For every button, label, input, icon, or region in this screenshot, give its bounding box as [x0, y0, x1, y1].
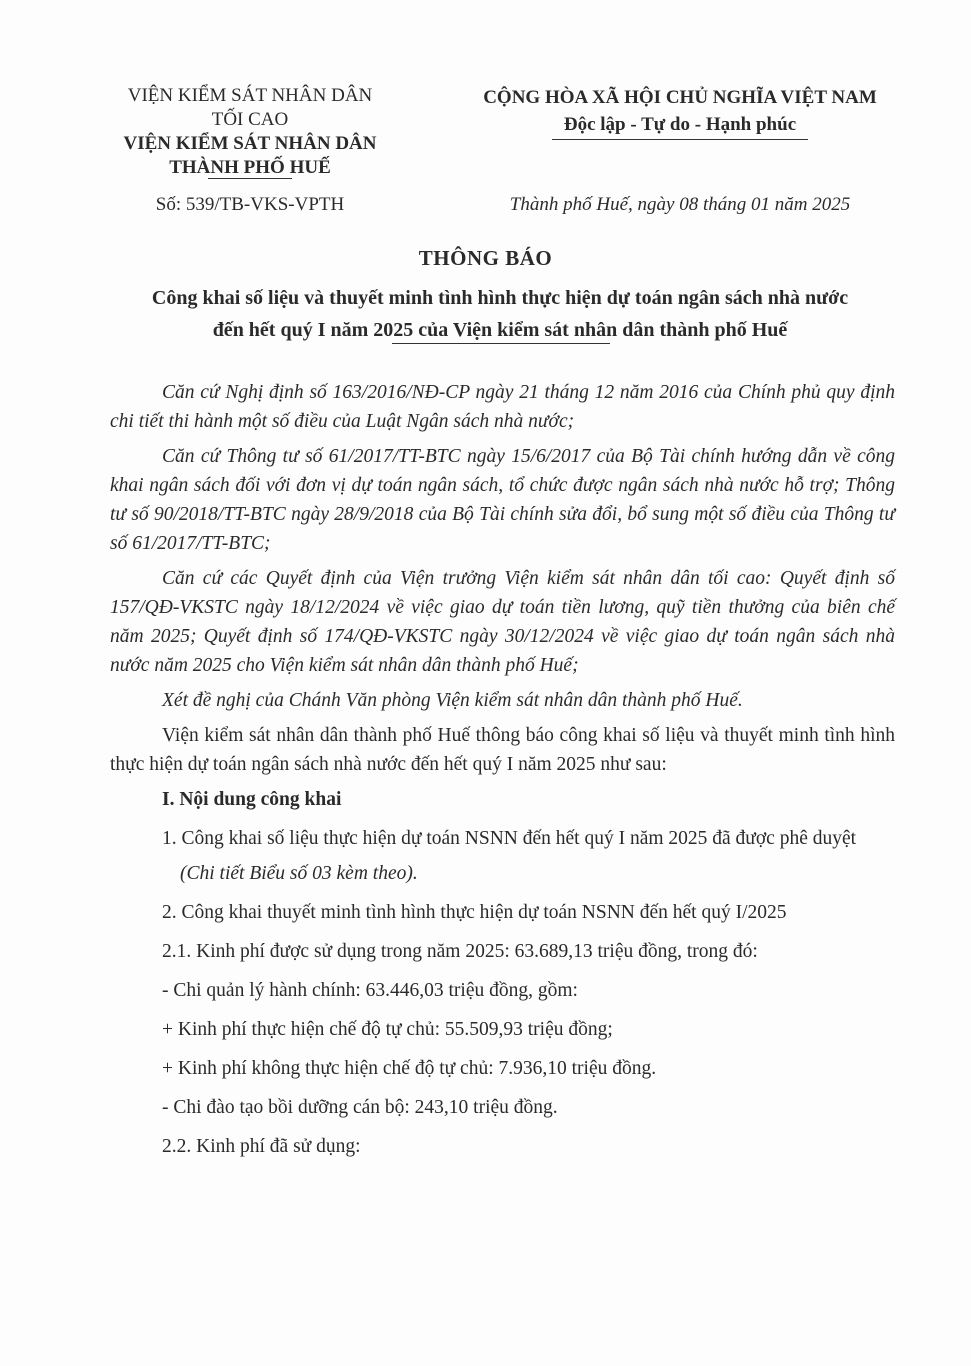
legal-basis-decisions: Căn cứ các Quyết định của Viện trưởng Viện kiểm sát nhân dân tối cao: Quyết định số 157/QĐ-VKSTC ngày 18/12/2024 về việc giao dự toán tiền lương, quỹ tiền thưởng của biên chế năm 2025; Quyết định số 174/QĐ-VKSTC ngày 30/12/2024 về việc giao dự toán ngân sách nhà nước năm 2025 cho Viện kiểm sát nhân dân thành phố Huế; — [110, 568, 895, 676]
agency-underline — [208, 178, 292, 179]
issuing-agency — [100, 84, 400, 180]
expense-autonomous: + Kinh phí thực hiện chế độ tự chủ: 55.509,93 triệu đồng; — [162, 1019, 613, 1040]
proposal-line: Xét đề nghị của Chánh Văn phòng Viện kiểm sát nhân dân thành phố Huế. — [162, 690, 743, 711]
agency-name-line2: THÀNH PHỐ HUẾ — [169, 157, 331, 178]
agency-name-line1: VIỆN KIỂM SÁT NHÂN DÂN — [123, 133, 377, 154]
item-1: 1. Công khai số liệu thực hiện dự toán NSNN đến hết quý I năm 2025 đã được phê duyệt — [162, 828, 857, 849]
section-heading-1: I. Nội dung công khai — [162, 789, 342, 810]
subtitle-line-1: Công khai số liệu và thuyết minh tình hình thực hiện dự toán ngân sách nhà nước — [151, 287, 849, 309]
national-header — [440, 84, 920, 138]
document-title: THÔNG BÁO — [418, 246, 553, 270]
agency-parent-line1: VIỆN KIỂM SÁT NHÂN DÂN — [127, 85, 373, 106]
item-2-1: 2.1. Kinh phí được sử dụng trong năm 2025: 63.689,13 triệu đồng, trong đó: — [162, 941, 758, 962]
item-2-2: 2.2. Kinh phí đã sử dụng: — [162, 1136, 361, 1157]
place-date: Thành phố Huế, ngày 08 tháng 01 năm 2025 — [509, 194, 851, 215]
document-body — [110, 378, 895, 1171]
motto-underline — [552, 139, 808, 140]
item-2: 2. Công khai thuyết minh tình hình thực hiện dự toán NSNN đến hết quý I/2025 — [162, 902, 787, 923]
item-1-note: (Chi tiết Biểu số 03 kèm theo). — [180, 863, 418, 884]
document-number: Số: 539/TB-VKS-VPTH — [155, 194, 345, 215]
subtitle-line-2: đến hết quý I năm 2025 của Viện kiểm sát nhân dân thành phố Huế — [212, 319, 788, 341]
legal-basis-circular: Căn cứ Thông tư số 61/2017/TT-BTC ngày 15/6/2017 của Bộ Tài chính hướng dẫn về công khai ngân sách đối với đơn vị dự toán ngân sách, tổ chức được ngân sách nhà nước hỗ trợ; Thông tư số 90/2018/TT-BTC ngày 28/9/2018 của Bộ Tài chính sửa đổi, bổ sung một số điều của Thông tư số 61/2017/TT-BTC; — [110, 446, 895, 554]
document-subtitle — [100, 282, 900, 346]
agency-parent-line2: TỐI CAO — [211, 109, 289, 130]
expense-non-autonomous: + Kinh phí không thực hiện chế độ tự chủ: 7.936,10 triệu đồng. — [162, 1058, 657, 1079]
expense-admin: - Chi quản lý hành chính: 63.446,03 triệu đồng, gồm: — [162, 980, 578, 1001]
title-underline — [392, 343, 610, 344]
expense-training: - Chi đào tạo bồi dưỡng cán bộ: 243,10 triệu đồng. — [162, 1097, 558, 1118]
motto: Độc lập - Tự do - Hạnh phúc — [563, 114, 797, 135]
announcement-intro: Viện kiểm sát nhân dân thành phố Huế thông báo công khai số liệu và thuyết minh tình hình thực hiện dự toán ngân sách nhà nước đến hết quý I năm 2025 như sau: — [110, 725, 895, 775]
legal-basis-decree: Căn cứ Nghị định số 163/2016/NĐ-CP ngày 21 tháng 12 năm 2016 của Chính phủ quy định chi tiết thi hành một số điều của Luật Ngân sách nhà nước; — [110, 382, 895, 432]
country-name: CỘNG HÒA XÃ HỘI CHỦ NGHĨA VIỆT NAM — [483, 87, 877, 108]
